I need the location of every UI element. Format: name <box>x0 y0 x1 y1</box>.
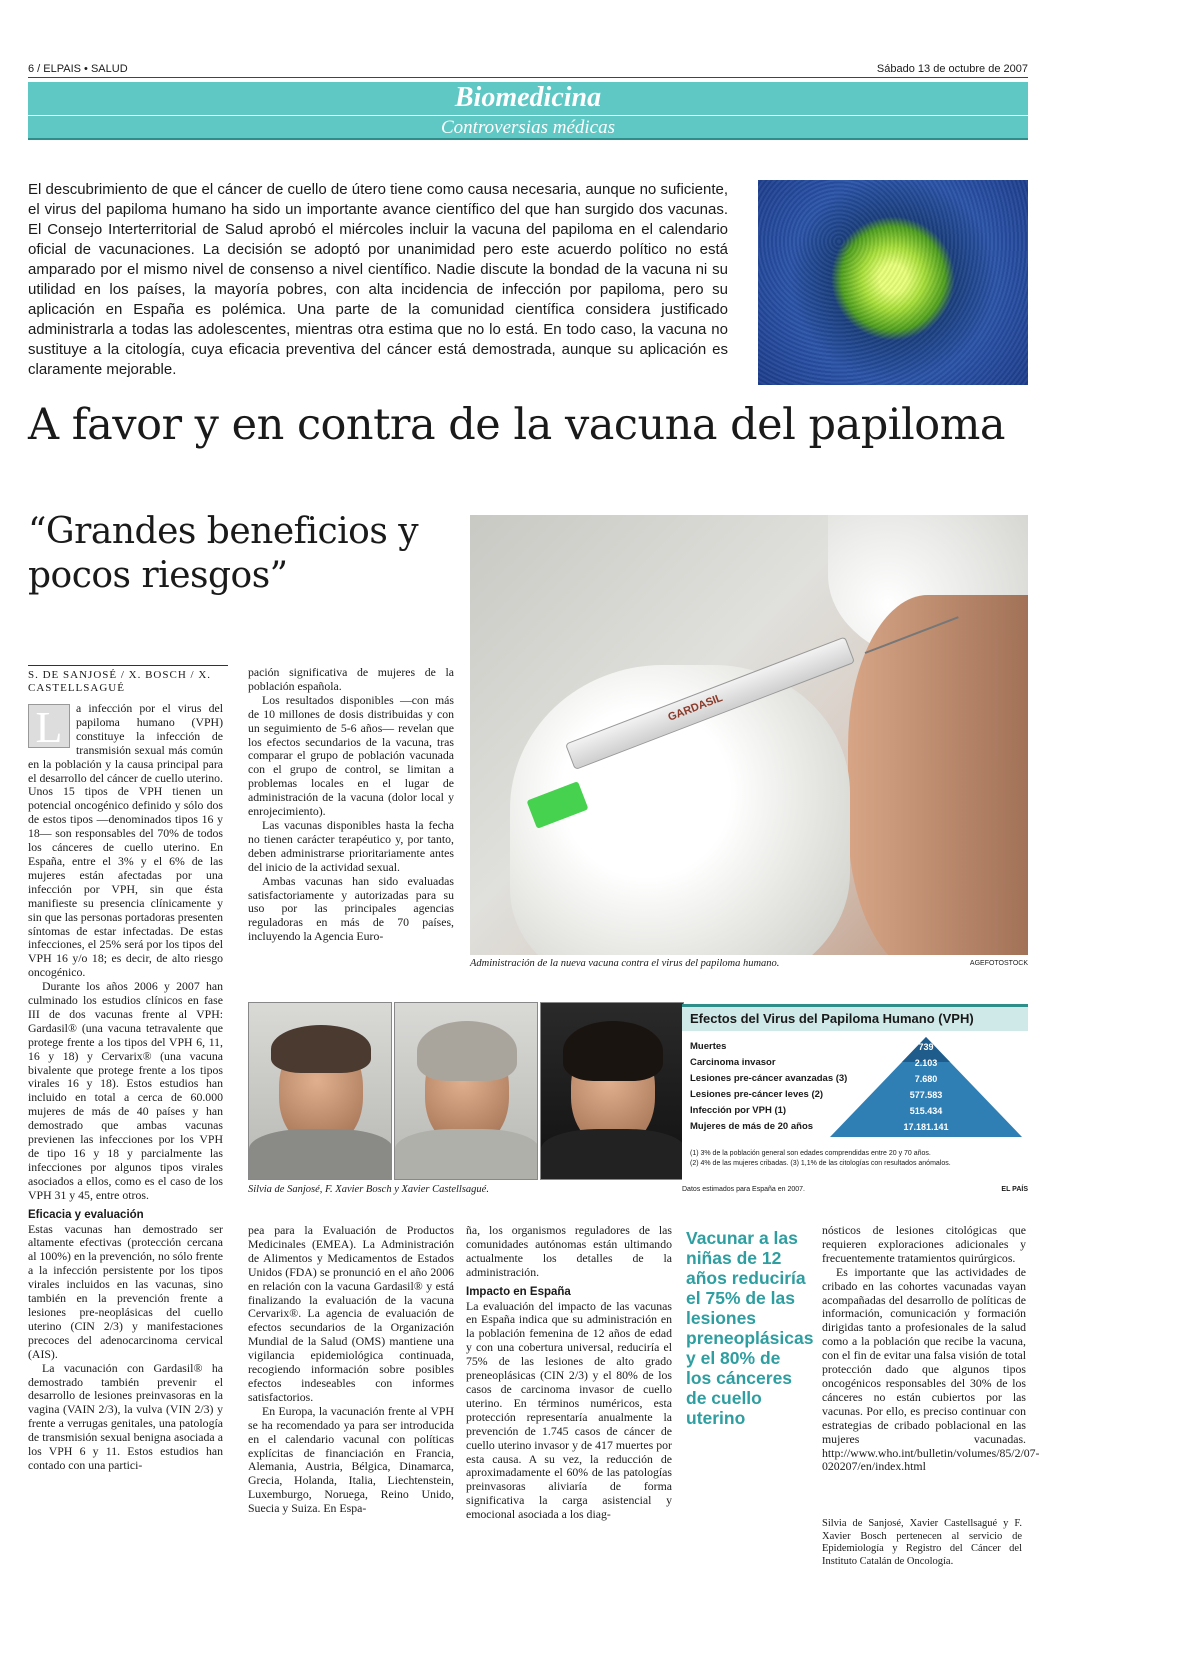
row-value: 2.103 <box>914 1058 938 1068</box>
portrait-castellsague <box>540 1002 684 1180</box>
photo-credit: AGEFOTOSTOCK <box>969 960 1028 967</box>
intro-paragraph: El descubrimiento de que el cáncer de cuello de útero tiene como causa necesaria, aunque no suficiente, el virus del papiloma humano ha sido un importante avance científico del que han surgido dos vacunas. El Consejo Interterritorial de Salud aprobó el miércoles incluir la vacuna del papiloma en el calendario oficial de vacunaciones. La decisión se adoptó por unanimidad pero este acuerdo político no está amparado por el mismo nivel de consenso a nivel científico. Nadie discute la bondad de la vacuna ni su utilidad en los países, la mayoría pobres, con alta incidencia de infección por papiloma, pero su aplicación en España es polémica. Una parte de la comunidad científica considera justificado administrarla a todas las adolescentes, mientras otra estima que no lo está. En todo caso, la vacuna no sustituye a la citología, cuya eficacia preventiva del cáncer está demostrada, aunque su aplicación es claramente mejorable. <box>28 181 728 378</box>
paragraph: Estas vacunas han demostrado ser altamente efectivas (protección cercana al 100%) en la prevención, no sólo frente a la infección persistente por los tipos virales incluidos en las vacunas, sino también en la prevención frente a lesiones pre-neoplásicas del cuello uterino (CIN 2/3) y manifestaciones precoces del adenocarcinoma cervical (AIS). <box>28 1221 223 1361</box>
subheading: Eficacia y evaluación <box>28 1208 144 1221</box>
article-column-2 <box>248 666 454 944</box>
row-value: 17.181.141 <box>903 1122 949 1132</box>
byline: S. DE SANJOSÉ / X. BOSCH / X. CASTELLSAGUÉ <box>28 665 228 695</box>
row-value: 739 <box>918 1042 934 1052</box>
syringe-label: GARDASIL <box>666 691 725 724</box>
row-label: Lesiones pre-cáncer avanzadas (3) <box>690 1073 848 1084</box>
paragraph: Las vacunas disponibles hasta la fecha no tienen carácter terapéutico y, por tanto, deben administrarse prioritariamente antes del inicio de la actividad sexual. <box>248 817 454 874</box>
paragraph: Es importante que las actividades de cribado en las cohortes vacunadas vayan acompañadas del desarrollo de políticas de información, comunicación y formación dirigidas tanto a profesionales de la salud como a la población que recibe la vacuna, con el fin de evitar una falsa visión de total protección dado que algunos tipos oncogénicos responsables del 30% de los cánceres no están cubiertos por las vacunas. Por ello, es preciso continuar con estrategias de cribado poblacional en las mujeres vacunadas. http://www.who.int/bulletin/volumes/85/2/07-020207/en/index.html <box>822 1264 1040 1474</box>
paragraph: Durante los años 2006 y 2007 han culminado los estudios clínicos en fase III de dos vacunas frente al VPH: Gardasil® (una vacuna tetravalente que protege frente a los tipos del VPH 6, 11, 16 y 18) y Cervarix® (una vacuna bivalente que protege frente a los tipos virales 16 y 18). Estos estudios han incluido en total a cerca de 60.000 mujeres de más de 40 países y han demostrado que ambas vacunas previenen las infecciones por los VPH de tipo 16 y 18 y parcialmente las infecciones por algunos tipos virales asociados a ellos, como es el caso de los VPH 31 y 45, entre otros. <box>28 979 223 1202</box>
portraits-caption: Silvia de Sanjosé, F. Xavier Bosch y Xavier Castellsagué. <box>248 1184 489 1195</box>
section-title: Biomedicina <box>454 82 602 113</box>
article-column-1 <box>28 702 223 1473</box>
pull-quote: Vacunar a las niñas de 12 años reduciría el 75% de las lesiones preneoplásicas y el 80% de los cánceres de cuello uterino <box>686 1228 814 1428</box>
row-label: Infección por VPH (1) <box>690 1105 787 1116</box>
photo-caption: Administración de la nueva vacuna contra el virus del papiloma humano. <box>470 958 780 969</box>
paragraph: En Europa, la vacunación frente al VPH se ha recomendado ya para ser introducida en el calendario vacunal con políticas explícitas de financiación en Francia, Alemania, Austria, Bélgica, Dinamarca, Grecia, Holanda, Italia, Liechtenstein, Luxemburgo, Noruega, Reino Unido, Suecia y Suiza. En Espa- <box>248 1403 454 1516</box>
paragraph-text: a infección por el virus del papiloma humano (VPH) constituye la infección de transmisión sexual más común en la población y la causa principal para el desarrollo del cáncer de cuello uterino. Unos 15 tipos de VPH tienen un potencial oncogénico definido y sólo dos de estos tipos —denominados tipos 16 y 18— son responsables del 70% de todos los cánceres de cuello uterino. En España, entre el 3% y el 6% de las mujeres están afectadas por una infección por VPH, sin que ésta manifieste su presencia clínicamente y sin que las personas portadoras presenten síntomas de estar infectadas. De estas infecciones, el 25% será por los tipos del VPH 16 y/o 18; es decir, de alto riesgo oncogénico. <box>28 701 223 980</box>
portrait-sanjose <box>248 1002 392 1180</box>
row-label: Mujeres de más de 20 años <box>690 1121 814 1132</box>
paragraph: nósticos de lesiones citológicas que requieren exploraciones adicionales y frecuentemente tratamientos quirúrgicos. <box>822 1223 1026 1265</box>
vph-effects-infographic <box>682 1004 1028 1184</box>
article-column-3 <box>248 1224 454 1516</box>
subheading: Impacto en España <box>466 1285 571 1298</box>
virus-micrograph <box>758 180 1028 385</box>
paragraph: pación significativa de mujeres de la población española. <box>248 665 454 693</box>
portrait-bosch <box>394 1002 538 1180</box>
infographic-title: Efectos del Virus del Papiloma Humano (VPH) <box>690 1011 974 1026</box>
row-label: Muertes <box>690 1041 727 1052</box>
issue-date: Sábado 13 de octubre de 2007 <box>876 63 1028 75</box>
row-value: 7.680 <box>914 1074 938 1084</box>
paragraph: Los resultados disponibles —con más de 10 millones de dosis distribuidas y con un seguimiento de 5-6 años— revelan que los efectos secundarios de la vacuna, tras comparar el grupo de población vacunada con el grupo de control, se limitan a problemas locales en el lugar de administración de la vacuna (dolor local y enrojecimiento). <box>248 692 454 819</box>
paragraph: La vacunación con Gardasil® ha demostrado también prevenir el desarrollo de lesiones preinvasoras en la vagina (VAIN 2/3), la vulva (VIN 2/3) y frente a verrugas genitales, una patología de transmisión sexual benigna asociada a los VPH 6 y 11. Estos estudios han contado con una partici- <box>28 1360 223 1472</box>
opinion-title: “Grandes beneficios y pocos riesgos” <box>28 511 419 596</box>
main-headline: A favor y en contra de la vacuna del papiloma <box>28 400 1006 450</box>
paragraph: Ambas vacunas han sido evaluadas satisfactoriamente y autorizadas para su uso por las principales agencias reguladoras en más de 70 países, incluyendo la Agencia Euro- <box>248 873 454 944</box>
paragraph: ña, los organismos reguladores de las comunidades autónomas están ultimando actualmente los detalles de la administración. <box>466 1223 672 1279</box>
infographic-brand: EL PAÍS <box>1001 1186 1028 1193</box>
row-value: 515.434 <box>909 1106 943 1116</box>
section-subtitle: Controversias médicas <box>28 115 1028 139</box>
dropcap: L <box>28 704 70 748</box>
vaccination-photo <box>470 515 1028 955</box>
row-label: Lesiones pre-cáncer leves (2) <box>690 1089 824 1100</box>
author-note: Silvia de Sanjosé, Xavier Castellsagué y F. Xavier Bosch pertenecen al servicio de Epidemiología y Registro del Cáncer del Instituto Catalán de Oncología. <box>822 1518 1022 1567</box>
lead-paragraph <box>28 702 223 980</box>
row-label: Carcinoma invasor <box>690 1057 776 1068</box>
article-column-6 <box>822 1223 1040 1474</box>
infographic-note: (1) 3% de la población general son edades comprendidas entre 20 y 70 años. <box>690 1150 931 1157</box>
infographic-source: Datos estimados para España en 2007. <box>682 1186 805 1193</box>
page-section-label: 6 / ELPAIS • SALUD <box>28 63 128 75</box>
infographic-note: (2) 4% de las mujeres cribadas. (3) 1,1% de las citologías con resultados anómalos. <box>690 1160 951 1167</box>
article-column-4 <box>466 1224 672 1522</box>
paragraph: pea para la Evaluación de Productos Medicinales (EMEA). La Administración de Alimentos y Medicamentos de Estados Unidos (FDA) se pronunció en el año 2006 en relación con la vacuna Gardasil® y está finalizando la evaluación de la vacuna Cervarix®. La agencia de evaluación de efectos secundarios de la Organización Mundial de la Salud (OMS) mantiene una vigilancia epidemiológica continuada, recogiendo información sobre posibles efectos indeseables con informes satisfactorios. <box>248 1223 454 1404</box>
page-header <box>28 62 1028 78</box>
row-value: 577.583 <box>909 1090 943 1100</box>
paragraph: La evaluación del impacto de las vacunas en España indica que su administración en la población femenina de 12 años de edad y con una cobertura universal, reduciría el 75% de las lesiones de alto grado preneoplásicas (CIN 2/3) y el 80% de los casos de carcinoma invasor de cuello uterino. En términos numéricos, esta protección representaría anualmente la prevención de 1.745 casos de cáncer de cuello uterino invasor y de 417 muertes por esta causa. A su vez, la reducción de aproximadamente el 60% de las patologías preinvasoras aliviaría de forma significativa la carga asistencial y emocional asociada a los diag- <box>466 1298 672 1522</box>
section-banner <box>28 82 1028 140</box>
